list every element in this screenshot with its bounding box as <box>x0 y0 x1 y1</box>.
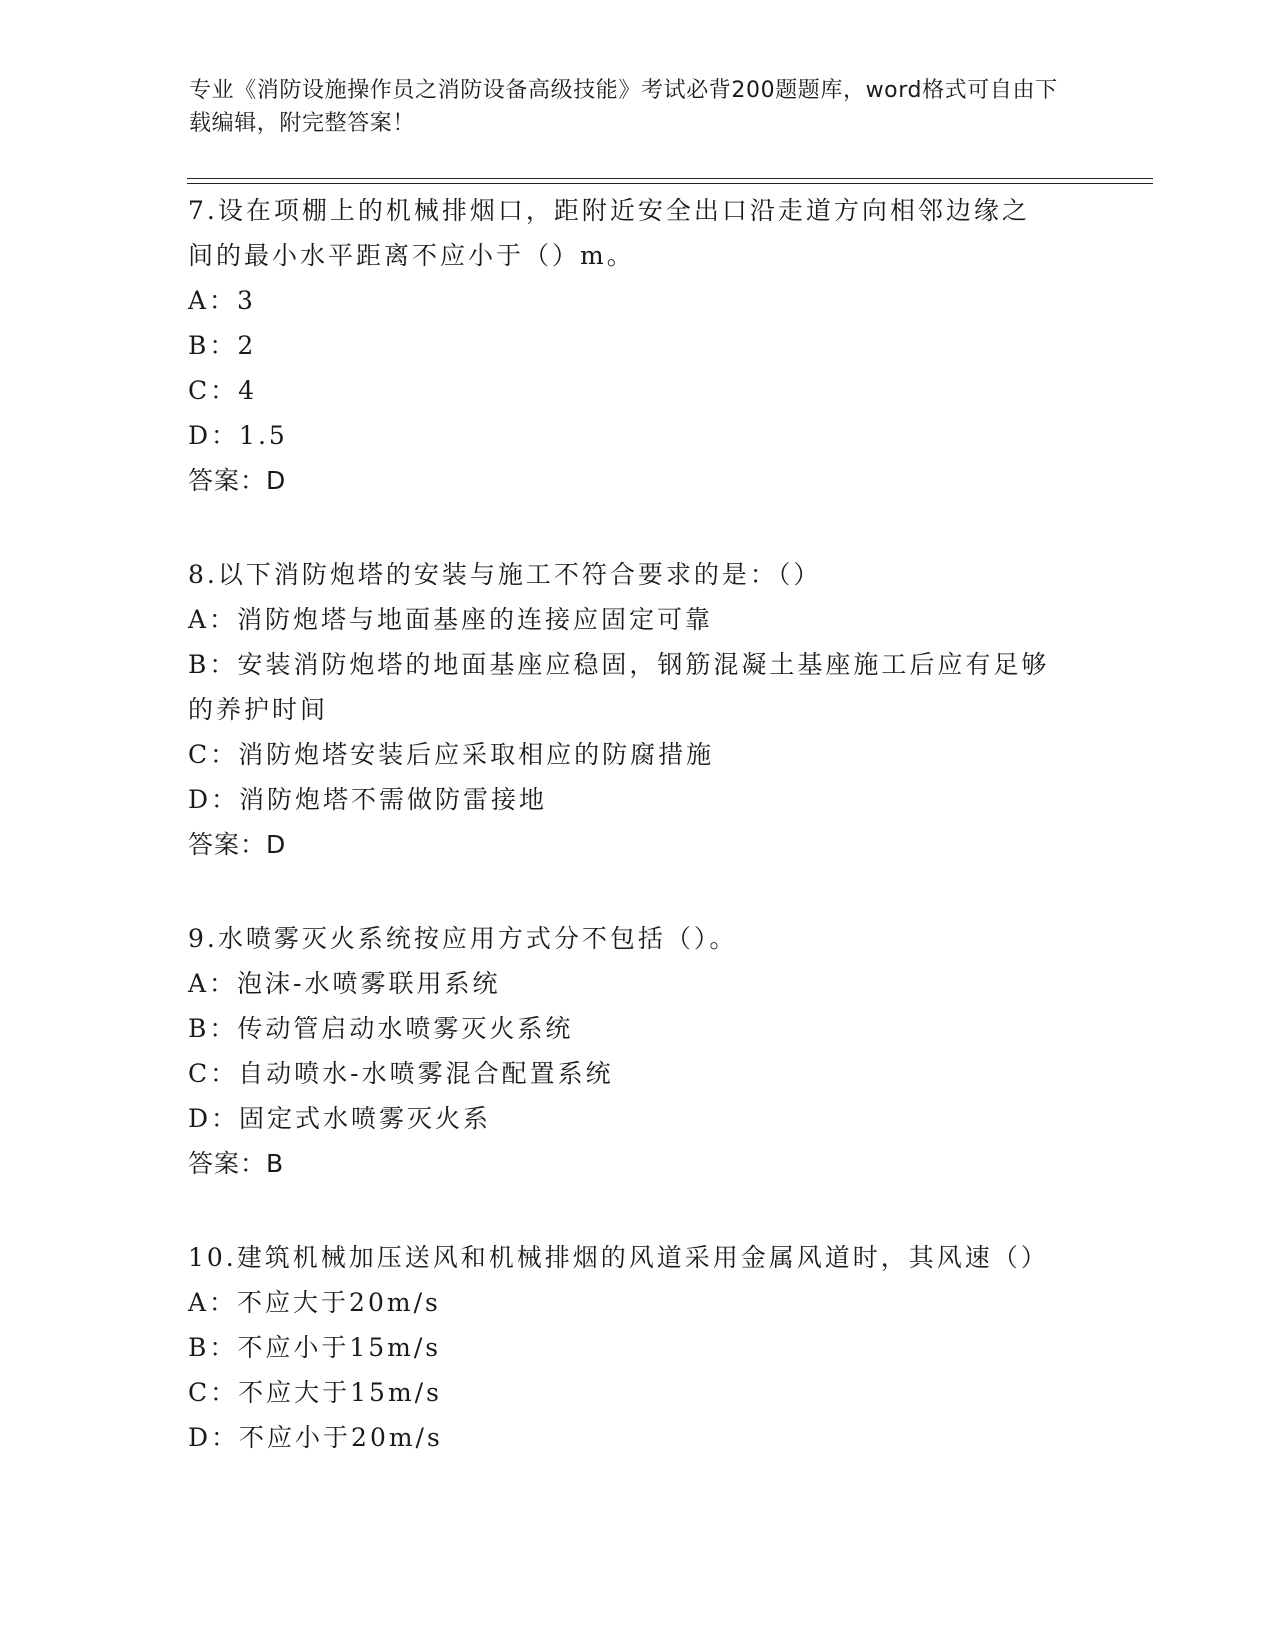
option-c: C：消防炮塔安装后应采取相应的防腐措施 <box>188 740 715 769</box>
question-stem: 10.建筑机械加压送风和机械排烟的风道采用金属风道时，其风速（） <box>188 1243 1049 1272</box>
question-10 <box>188 1235 1088 1460</box>
question-list <box>188 188 1088 1509</box>
question-stem: 7.设在项棚上的机械排烟口，距附近安全出口沿走道方向相邻边缘之 <box>188 196 1030 225</box>
option-b: B：不应小于15m/s <box>188 1333 442 1362</box>
option-d: D：固定式水喷雾灭火系 <box>188 1104 492 1133</box>
option-b: B：传动管启动水喷雾灭火系统 <box>188 1014 574 1043</box>
header-divider-top <box>187 178 1153 179</box>
option-a: A：消防炮塔与地面基座的连接应固定可靠 <box>188 605 714 634</box>
option-a: A：泡沫-水喷雾联用系统 <box>188 969 501 998</box>
question-7 <box>188 188 1088 503</box>
question-stem: 间的最小水平距离不应小于（）m。 <box>188 241 635 270</box>
answer-line: 答案：D <box>188 830 287 859</box>
option-d: D：1.5 <box>188 421 288 450</box>
question-9 <box>188 916 1088 1186</box>
option-c: C：不应大于15m/s <box>188 1378 442 1407</box>
option-b: B：安装消防炮塔的地面基座应稳固，钢筋混凝土基座施工后应有足够 <box>188 650 1050 679</box>
question-stem: 9.水喷雾灭火系统按应用方式分不包括（）。 <box>188 924 738 953</box>
option-c: C：自动喷水-水喷雾混合配置系统 <box>188 1059 614 1088</box>
option-d: D：不应小于20m/s <box>188 1423 443 1452</box>
question-8 <box>188 552 1088 867</box>
answer-line: 答案：D <box>188 466 287 495</box>
option-a: A：不应大于20m/s <box>188 1288 441 1317</box>
option-c: C：4 <box>188 376 258 405</box>
option-d: D：消防炮塔不需做防雷接地 <box>188 785 548 814</box>
answer-line: 答案：B <box>188 1149 285 1178</box>
option-b: B：2 <box>188 331 257 360</box>
question-stem: 8.以下消防炮塔的安装与施工不符合要求的是：（） <box>188 560 822 589</box>
option-b-continued: 的养护时间 <box>188 695 329 724</box>
document-header: 专业《消防设施操作员之消防设备高级技能》考试必背200题题库，word格式可自由下载编辑，附完整答案！ <box>189 78 1058 136</box>
header-divider-bottom <box>187 183 1153 184</box>
option-a: A：3 <box>188 286 256 315</box>
